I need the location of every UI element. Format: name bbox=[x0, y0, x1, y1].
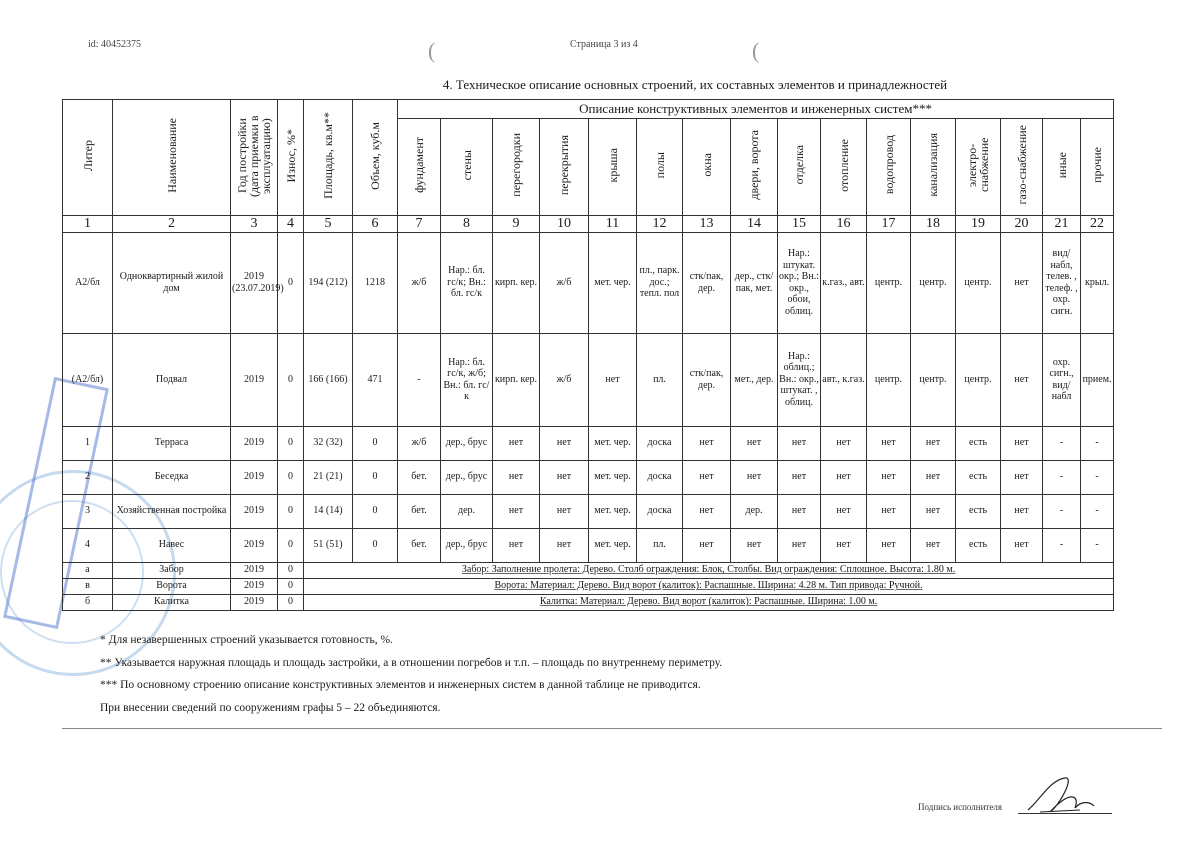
table-cell: 32 (32) bbox=[304, 426, 353, 460]
column-number: 3 bbox=[231, 215, 278, 232]
table-cell: ж/б bbox=[398, 232, 441, 333]
systems-band-header: Описание конструктивных элементов и инженерных систем*** bbox=[398, 100, 1114, 119]
column-header bbox=[911, 119, 956, 216]
table-cell: есть bbox=[956, 494, 1001, 528]
structure-description: Ворота: Материал: Дерево. Вид ворот (калиток): Распашные. Ширина: 4.28 м. Тип привода: Ручной. bbox=[304, 578, 1114, 594]
table-cell: нет bbox=[589, 333, 637, 426]
structure-row bbox=[63, 562, 1114, 578]
table-row bbox=[63, 494, 1114, 528]
column-number: 21 bbox=[1043, 215, 1081, 232]
column-number: 10 bbox=[540, 215, 589, 232]
column-number: 16 bbox=[821, 215, 867, 232]
table-cell: нет bbox=[1001, 528, 1043, 562]
table-cell: пл. bbox=[637, 333, 683, 426]
column-number: 14 bbox=[731, 215, 778, 232]
column-header bbox=[63, 100, 113, 216]
column-header-label: Объем, куб.м bbox=[368, 121, 382, 190]
table-cell: 2 bbox=[63, 460, 113, 494]
table-cell: 194 (212) bbox=[304, 232, 353, 333]
table-cell: дер., стк/пак, мет. bbox=[731, 232, 778, 333]
table-cell: нет bbox=[911, 494, 956, 528]
table-cell: дер. bbox=[441, 494, 493, 528]
structure-wear: 0 bbox=[278, 578, 304, 594]
table-cell: - bbox=[1081, 426, 1114, 460]
table-cell: кирп. кер. bbox=[493, 232, 540, 333]
column-header-label: двери, ворота bbox=[747, 130, 761, 200]
table-cell: дер., брус bbox=[441, 426, 493, 460]
table-cell: 0 bbox=[353, 528, 398, 562]
structure-wear: 0 bbox=[278, 594, 304, 610]
structure-litera: в bbox=[63, 578, 113, 594]
column-header-label: фундамент bbox=[412, 137, 426, 193]
table-cell: центр. bbox=[867, 232, 911, 333]
column-number: 5 bbox=[304, 215, 353, 232]
table-cell: нет bbox=[867, 426, 911, 460]
section-title: 4. Техническое описание основных строений, их составных элементов и принадлежностей bbox=[442, 77, 948, 92]
column-header bbox=[113, 100, 231, 216]
table-cell: нет bbox=[493, 460, 540, 494]
table-cell: есть bbox=[956, 426, 1001, 460]
document-id: id: 40452375 bbox=[88, 39, 142, 50]
table-cell: мет. чер. bbox=[589, 528, 637, 562]
table-cell: мет. чер. bbox=[589, 426, 637, 460]
column-header bbox=[441, 119, 493, 216]
table-cell: нет bbox=[867, 460, 911, 494]
column-header-label: стены bbox=[459, 149, 474, 181]
column-header bbox=[821, 119, 867, 216]
footnote: ** Указывается наружная площадь и площадь застройки, а в отношении погребов и т.п. – площадь по внутреннему периметру. bbox=[100, 656, 723, 669]
table-cell: 1 bbox=[63, 426, 113, 460]
table-cell: нет bbox=[493, 426, 540, 460]
column-number: 13 bbox=[683, 215, 731, 232]
table-cell: нет bbox=[821, 426, 867, 460]
table-cell: 471 bbox=[353, 333, 398, 426]
table-cell: охр. сигн., вид/ набл bbox=[1043, 333, 1081, 426]
structure-wear: 0 bbox=[278, 562, 304, 578]
table-cell: доска bbox=[637, 426, 683, 460]
table-cell: нет bbox=[683, 528, 731, 562]
table-cell: 2019 (23.07.2019) bbox=[231, 232, 278, 333]
table-cell: дер., брус bbox=[441, 528, 493, 562]
table-cell: центр. bbox=[956, 232, 1001, 333]
column-header bbox=[778, 119, 821, 216]
column-header-label: Износ, %* bbox=[283, 128, 298, 183]
column-header-label: прочие bbox=[1090, 147, 1105, 183]
table-cell: 166 (166) bbox=[304, 333, 353, 426]
table-row bbox=[63, 232, 1114, 333]
column-header bbox=[231, 100, 278, 216]
structure-description: Забор: Заполнение пролета: Дерево. Столб ограждения: Блок, Столбы. Вид ограждения: Сплошное. Высота: 1.80 м. bbox=[304, 562, 1114, 578]
structure-name: Калитка bbox=[113, 594, 231, 610]
divider bbox=[62, 728, 1162, 729]
column-number: 11 bbox=[589, 215, 637, 232]
table-cell: - bbox=[1081, 528, 1114, 562]
table-cell: А2/бл bbox=[63, 232, 113, 333]
table-cell: есть bbox=[956, 460, 1001, 494]
column-header-label: канализация bbox=[926, 133, 940, 197]
table-cell: нет bbox=[821, 494, 867, 528]
table-cell: вид/ набл, телев. , телеф. , охр. сигн. bbox=[1043, 232, 1081, 333]
table-cell: 2019 bbox=[231, 333, 278, 426]
table-cell: нет bbox=[683, 426, 731, 460]
table-cell: центр. bbox=[911, 333, 956, 426]
table-cell: авт., к.газ. bbox=[821, 333, 867, 426]
column-header-label: газо-снабжение bbox=[1014, 125, 1029, 205]
table-cell: кирп. кер. bbox=[493, 333, 540, 426]
table-cell: Однoквартирный жилой дом bbox=[113, 232, 231, 333]
footnotes bbox=[100, 629, 722, 719]
table-cell: нет bbox=[1001, 426, 1043, 460]
column-number: 20 bbox=[1001, 215, 1043, 232]
table-cell: нет bbox=[778, 460, 821, 494]
table-cell: ж/б bbox=[540, 333, 589, 426]
table-cell: 0 bbox=[353, 426, 398, 460]
table-cell: нет bbox=[493, 528, 540, 562]
table-cell: ж/б bbox=[540, 232, 589, 333]
column-header-label: электро-снабжение bbox=[965, 137, 991, 193]
table-row bbox=[63, 528, 1114, 562]
table-cell: 2019 bbox=[231, 528, 278, 562]
table-cell: 0 bbox=[278, 426, 304, 460]
column-number: 4 bbox=[278, 215, 304, 232]
structure-litera: а bbox=[63, 562, 113, 578]
table-cell: Подвал bbox=[113, 333, 231, 426]
structure-year: 2019 bbox=[231, 562, 278, 578]
table-cell: Навес bbox=[113, 528, 231, 562]
table-cell: - bbox=[1043, 460, 1081, 494]
column-header-label: водопровод bbox=[881, 135, 896, 195]
column-number: 19 bbox=[956, 215, 1001, 232]
table-cell: нет bbox=[911, 528, 956, 562]
table-cell: нет bbox=[731, 426, 778, 460]
column-header-label: крыша bbox=[605, 147, 620, 183]
column-number: 9 bbox=[493, 215, 540, 232]
table-cell: нет bbox=[821, 528, 867, 562]
table-cell: к.газ., авт. bbox=[821, 232, 867, 333]
column-header bbox=[353, 100, 398, 216]
column-header-label: отопление bbox=[836, 138, 851, 192]
structure-litera: б bbox=[63, 594, 113, 610]
table-cell: нет bbox=[1001, 494, 1043, 528]
table-row bbox=[63, 460, 1114, 494]
column-number: 6 bbox=[353, 215, 398, 232]
footnote: * Для незавершенных строений указывается готовность, %. bbox=[100, 634, 393, 646]
column-header bbox=[1001, 119, 1043, 216]
table-cell: 2019 bbox=[231, 426, 278, 460]
structure-year: 2019 bbox=[231, 578, 278, 594]
signature bbox=[1020, 770, 1100, 820]
table-cell: нет bbox=[540, 426, 589, 460]
table-cell: Нар.: облиц.; Вн.: окр., штукат. , облиц. bbox=[778, 333, 821, 426]
column-header-label: перекрытия bbox=[557, 134, 571, 196]
column-header bbox=[1043, 119, 1081, 216]
table-cell: 21 (21) bbox=[304, 460, 353, 494]
table-cell: 3 bbox=[63, 494, 113, 528]
table-cell: бет. bbox=[398, 460, 441, 494]
table-cell: мет., дер. bbox=[731, 333, 778, 426]
table-row bbox=[63, 426, 1114, 460]
column-header-label: иные bbox=[1054, 151, 1069, 179]
column-number: 18 bbox=[911, 215, 956, 232]
column-header-label: окна bbox=[699, 153, 714, 177]
column-header bbox=[1081, 119, 1114, 216]
signature-label: Подпись исполнителя bbox=[918, 802, 1002, 812]
column-header bbox=[278, 100, 304, 216]
table-cell: пл. bbox=[637, 528, 683, 562]
table-cell: нет bbox=[731, 528, 778, 562]
table-cell: пл., парк. дос.; тепл. пол bbox=[637, 232, 683, 333]
table-cell: Нар.: штукат. окр.; Вн.: окр., обои, облиц. bbox=[778, 232, 821, 333]
structure-row bbox=[63, 578, 1114, 594]
table-cell: Нар.: бл. гс/к, ж/б; Вн.: бл. гс/к bbox=[441, 333, 493, 426]
table-cell: 51 (51) bbox=[304, 528, 353, 562]
table-cell: стк/пак, дер. bbox=[683, 333, 731, 426]
table-cell: нет bbox=[683, 494, 731, 528]
table-cell: 1218 bbox=[353, 232, 398, 333]
table-cell: есть bbox=[956, 528, 1001, 562]
column-header bbox=[589, 119, 637, 216]
column-header-label: отделка bbox=[792, 145, 806, 185]
table-cell: 2019 bbox=[231, 460, 278, 494]
table-cell: 0 bbox=[278, 528, 304, 562]
table-cell: - bbox=[1043, 528, 1081, 562]
column-number: 7 bbox=[398, 215, 441, 232]
table-cell: 0 bbox=[353, 460, 398, 494]
column-header-label: полы bbox=[652, 151, 667, 179]
table-cell: Нар.: бл. гс/к; Вн.: бл. гс/к bbox=[441, 232, 493, 333]
table-cell: нет bbox=[778, 426, 821, 460]
table-cell: нет bbox=[540, 460, 589, 494]
table-cell: 2019 bbox=[231, 494, 278, 528]
column-header bbox=[304, 100, 353, 216]
table-cell: прием. bbox=[1081, 333, 1114, 426]
buildings-table bbox=[62, 99, 1114, 611]
table-cell: нет bbox=[683, 460, 731, 494]
table-cell: 0 bbox=[278, 494, 304, 528]
column-number: 15 bbox=[778, 215, 821, 232]
table-cell: нет bbox=[540, 528, 589, 562]
table-cell: мет. чер. bbox=[589, 460, 637, 494]
table-row bbox=[63, 333, 1114, 426]
table-cell: нет bbox=[911, 460, 956, 494]
table-cell: стк/пак, дер. bbox=[683, 232, 731, 333]
table-cell: центр. bbox=[911, 232, 956, 333]
column-number: 12 bbox=[637, 215, 683, 232]
column-number: 17 bbox=[867, 215, 911, 232]
structure-name: Ворота bbox=[113, 578, 231, 594]
structure-name: Забор bbox=[113, 562, 231, 578]
page-number: Страница 3 из 4 bbox=[570, 39, 638, 50]
table-cell: нет bbox=[1001, 460, 1043, 494]
table-cell: нет bbox=[821, 460, 867, 494]
table-cell: 4 bbox=[63, 528, 113, 562]
column-header-label: Год постройки (дата приемки в эксплуатацию) bbox=[235, 114, 273, 197]
table-cell: ж/б bbox=[398, 426, 441, 460]
table-cell: крыл. bbox=[1081, 232, 1114, 333]
column-header bbox=[398, 119, 441, 216]
table-cell: нет bbox=[867, 528, 911, 562]
table-cell: доска bbox=[637, 460, 683, 494]
table-cell: - bbox=[1081, 494, 1114, 528]
table-cell: нет bbox=[1001, 232, 1043, 333]
column-header-label: перегородки bbox=[509, 133, 523, 197]
table-cell: 14 (14) bbox=[304, 494, 353, 528]
table-cell: нет bbox=[778, 528, 821, 562]
table-cell: нет bbox=[540, 494, 589, 528]
column-header bbox=[867, 119, 911, 216]
column-header bbox=[493, 119, 540, 216]
table-cell: нет bbox=[911, 426, 956, 460]
column-header bbox=[540, 119, 589, 216]
table-cell: - bbox=[1043, 494, 1081, 528]
table-cell: дер. bbox=[731, 494, 778, 528]
column-header-label: Площадь, кв.м** bbox=[321, 112, 335, 199]
table-cell: нет bbox=[778, 494, 821, 528]
table-cell: Беседка bbox=[113, 460, 231, 494]
column-header-label: Литер bbox=[80, 139, 95, 172]
column-header bbox=[731, 119, 778, 216]
column-header bbox=[637, 119, 683, 216]
structure-year: 2019 bbox=[231, 594, 278, 610]
column-header bbox=[683, 119, 731, 216]
structure-description: Калитка: Материал: Дерево. Вид ворот (калиток): Распашные. Ширина: 1.00 м. bbox=[304, 594, 1114, 610]
column-header-label: Наименование bbox=[164, 118, 179, 193]
table-cell: нет bbox=[493, 494, 540, 528]
footnote: При внесении сведений по сооружениям графы 5 – 22 объединяются. bbox=[100, 701, 441, 714]
table-cell: дер., брус bbox=[441, 460, 493, 494]
table-cell: 0 bbox=[278, 460, 304, 494]
table-cell: центр. bbox=[956, 333, 1001, 426]
table-cell: нет bbox=[731, 460, 778, 494]
table-cell: - bbox=[1043, 426, 1081, 460]
table-cell: Хозяйственная постройка bbox=[113, 494, 231, 528]
table-cell: - bbox=[1081, 460, 1114, 494]
table-cell: 0 bbox=[278, 232, 304, 333]
column-numbers-row bbox=[63, 215, 1114, 232]
table-cell: мет. чер. bbox=[589, 494, 637, 528]
table-cell: нет bbox=[1001, 333, 1043, 426]
table-cell: (А2/бл) bbox=[63, 333, 113, 426]
table-cell: доска bbox=[637, 494, 683, 528]
column-number: 2 bbox=[113, 215, 231, 232]
table-cell: бет. bbox=[398, 528, 441, 562]
column-number: 1 bbox=[63, 215, 113, 232]
bracket-mark: ( bbox=[428, 38, 436, 63]
table-cell: 0 bbox=[353, 494, 398, 528]
table-cell: - bbox=[398, 333, 441, 426]
table-cell: нет bbox=[867, 494, 911, 528]
column-number: 8 bbox=[441, 215, 493, 232]
table-cell: 0 bbox=[278, 333, 304, 426]
table-cell: бет. bbox=[398, 494, 441, 528]
structure-row bbox=[63, 594, 1114, 610]
bracket-mark: ( bbox=[752, 38, 760, 63]
table-cell: центр. bbox=[867, 333, 911, 426]
column-number: 22 bbox=[1081, 215, 1114, 232]
table-cell: мет. чер. bbox=[589, 232, 637, 333]
table-cell: Терраса bbox=[113, 426, 231, 460]
column-header bbox=[956, 119, 1001, 216]
footnote: *** По основному строению описание конструктивных элементов и инженерных систем в данной таблице не приводится. bbox=[100, 679, 701, 691]
